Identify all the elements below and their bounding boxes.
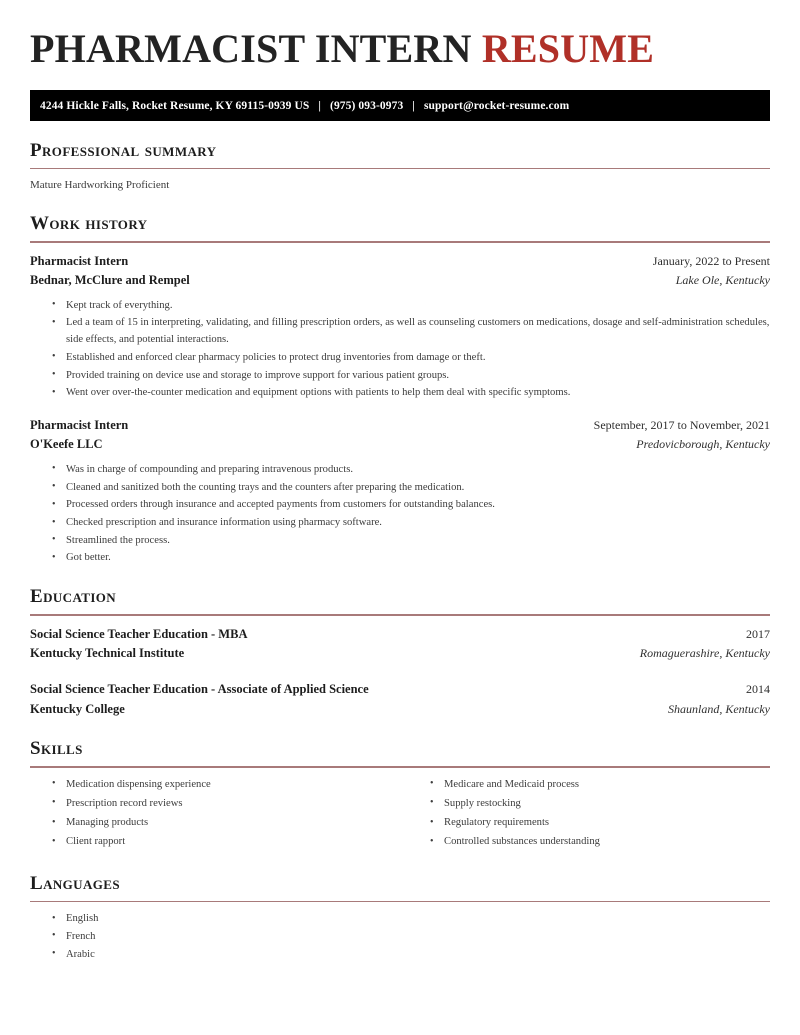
list-item: • Cleaned and sanitized both the counting trays and the counters after preparing the medication.	[52, 480, 770, 497]
page-title-main: PHARMACIST INTERN	[30, 26, 472, 71]
list-item: • Went over over-the-counter medication and equipment options with patients to help them deal with specific symptoms.	[52, 385, 770, 402]
work-entry	[30, 252, 770, 402]
education-entry	[30, 625, 770, 664]
section-heading-education: Education	[30, 586, 117, 608]
page-title	[30, 0, 770, 72]
school-location: Shaunland, Kentucky	[668, 701, 770, 716]
page-title-accent: RESUME	[481, 26, 655, 71]
list-item: • Prescription record reviews	[52, 796, 400, 813]
job-location: Lake Ole, Kentucky	[675, 273, 770, 288]
section-professional-summary	[30, 141, 770, 194]
list-item: • English	[52, 911, 770, 928]
summary-text: Mature Hardworking Proficient	[30, 179, 170, 192]
contact-separator-2: |	[412, 99, 415, 112]
list-item: • Led a team of 15 in interpreting, validating, and filling prescription orders, as well as counseling customers on medications, dosage and self-administration schedules, side effects, and potential interactions.	[52, 315, 770, 348]
list-item: • Arabic	[52, 947, 770, 964]
list-item: • Provided training on device use and storage to improve support for various patient groups.	[52, 368, 770, 385]
school-name: Kentucky Technical Institute	[30, 646, 185, 661]
list-item: • Checked prescription and insurance information using pharmacy software.	[52, 515, 770, 532]
list-item: • Streamlined the process.	[52, 533, 770, 550]
job-dates: September, 2017 to November, 2021	[593, 418, 770, 433]
section-divider	[30, 766, 770, 768]
section-divider	[30, 901, 770, 903]
contact-email: support@rocket-resume.com	[423, 99, 570, 112]
education-entry	[30, 680, 770, 719]
company-name: Bednar, McClure and Rempel	[30, 273, 190, 288]
work-entry-company-row	[30, 271, 770, 290]
section-education	[30, 587, 770, 719]
section-divider	[30, 241, 770, 243]
list-item: • French	[52, 929, 770, 946]
skills-columns	[30, 777, 770, 854]
list-item: • Medicare and Medicaid process	[430, 777, 770, 794]
job-title: Pharmacist Intern	[30, 418, 129, 433]
company-name: O'Keefe LLC	[30, 437, 103, 452]
education-degree-row	[30, 680, 770, 699]
list-item: • Was in charge of compounding and preparing intravenous products.	[52, 462, 770, 479]
section-divider	[30, 614, 770, 616]
section-heading-languages: Languages	[30, 872, 120, 894]
section-heading-summary: Professional summary	[30, 140, 217, 161]
work-entry-company-row	[30, 435, 770, 454]
contact-phone: (975) 093-0973	[330, 99, 404, 112]
job-responsibility-list	[30, 298, 770, 402]
section-heading-work: Work history	[30, 213, 148, 235]
education-school-row	[30, 700, 770, 719]
contact-separator-1: |	[318, 99, 322, 112]
list-item: • Supply restocking	[430, 796, 770, 813]
languages-list	[30, 911, 770, 963]
job-dates: January, 2022 to Present	[652, 253, 770, 268]
list-item: • Regulatory requirements	[430, 815, 770, 832]
section-heading-skills: Skills	[30, 738, 83, 760]
degree-name: Social Science Teacher Education - MBA	[30, 626, 248, 641]
list-item: • Processed orders through insurance and accepted payments from customers for outstanding balances.	[52, 497, 770, 514]
list-item: • Established and enforced clear pharmacy policies to protect drug inventories from damage or theft.	[52, 350, 770, 367]
skills-list-left	[30, 777, 400, 854]
section-languages	[30, 874, 770, 964]
list-item: • Controlled substances understanding	[430, 834, 770, 851]
school-location: Romaguerashire, Kentucky	[639, 646, 770, 661]
education-degree-row	[30, 625, 770, 644]
list-item: • Medication dispensing experience	[52, 777, 400, 794]
section-skills	[30, 739, 770, 853]
education-school-row	[30, 644, 770, 663]
degree-year: 2017	[746, 626, 770, 641]
list-item: • Kept track of everything.	[52, 298, 770, 315]
list-item: • Client rapport	[52, 834, 400, 851]
section-divider	[30, 168, 770, 170]
list-item: • Got better.	[52, 550, 770, 567]
contact-bar	[30, 90, 770, 121]
job-responsibility-list	[30, 462, 770, 567]
work-entry	[30, 416, 770, 567]
contact-address: 4244 Hickle Falls, Rocket Resume, KY 69115-0939 US	[40, 99, 310, 112]
school-name: Kentucky College	[30, 701, 125, 716]
list-item: • Managing products	[52, 815, 400, 832]
degree-year: 2014	[746, 682, 770, 697]
work-entry-title-row	[30, 252, 770, 271]
job-title: Pharmacist Intern	[30, 253, 129, 268]
section-work-history	[30, 214, 770, 567]
work-entry-title-row	[30, 416, 770, 435]
skills-list-right	[400, 777, 770, 854]
degree-name: Social Science Teacher Education - Associate of Applied Science	[30, 682, 369, 697]
job-location: Predovicborough, Kentucky	[636, 437, 770, 452]
